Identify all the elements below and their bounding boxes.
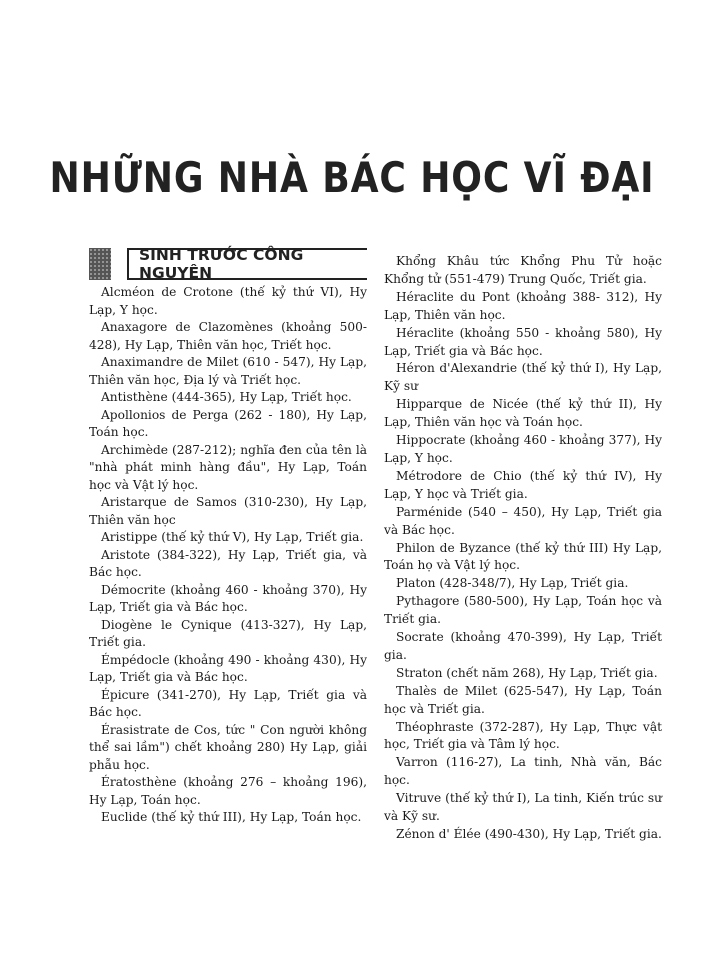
entry-aristarque: Aristarque de Samos (310-230), Hy Lạp, Thiên văn học xyxy=(89,495,367,527)
page-title: NHỮNG NHÀ BÁC HỌC VĨ ĐẠI xyxy=(49,153,655,202)
entry-apollonios: Apollonios de Perga (262 - 180), Hy Lạp, Toán học. xyxy=(89,407,367,439)
right-column xyxy=(384,253,662,844)
entry-heraclite-du-pont: Héraclite du Pont (khoảng 388- 312), Hy Lạp, Thiên văn học. xyxy=(384,289,662,322)
entry-parmenide: Parménide (540 – 450), Hy Lạp, Triết gia và Bác học. xyxy=(384,504,662,537)
entry-heraclite: Héraclite (khoảng 550 - khoảng 580), Hy Lạp, Triết gia và Bác học. xyxy=(384,325,662,358)
entry-erasistrate: Érasistrate de Cos, tức " Con người không thể sai lầm") chết khoảng 280) Hy Lạp, giải phẫu học. xyxy=(89,722,367,772)
entry-heron: Héron d'Alexandrie (thế kỷ thứ I), Hy Lạp, Kỹ sư xyxy=(384,361,662,394)
entry-thales: Thalès de Milet (625-547), Hy Lạp, Toán học và Triết gia. xyxy=(384,683,662,716)
entry-theophraste: Théophraste (372-287), Hy Lạp, Thực vật học, Triết gia và Tâm lý học. xyxy=(384,719,662,752)
section-header xyxy=(89,246,367,282)
section-ornament-icon xyxy=(89,248,111,280)
entry-pythagore: Pythagore (580-500), Hy Lạp, Toán học và Triết gia. xyxy=(384,594,662,627)
entry-vitruve: Vitruve (thế kỷ thứ I), La tinh, Kiến trúc sư và Kỹ sư. xyxy=(384,791,662,824)
entry-anaximandre: Anaximandre de Milet (610 - 547), Hy Lạp, Thiên văn học, Địa lý và Triết học. xyxy=(89,355,367,387)
entry-democrite: Démocrite (khoảng 460 - khoảng 370), Hy Lạp, Triết gia và Bác học. xyxy=(89,582,367,614)
section-title: SINH TRƯỚC CÔNG NGUYÊN xyxy=(127,248,367,280)
entry-socrate: Socrate (khoảng 470-399), Hy Lạp, Triết gia. xyxy=(384,630,662,662)
entry-khong-tu: Khổng Khâu tức Khổng Phu Tử hoặc Khổng tử (551-479) Trung Quốc, Triết gia. xyxy=(384,254,662,286)
entry-epicure: Épicure (341-270), Hy Lạp, Triết gia và Bác học. xyxy=(89,687,367,719)
entry-euclide: Euclide (thế kỷ thứ III), Hy Lạp, Toán học. xyxy=(101,810,362,824)
entry-metrodore: Métrodore de Chio (thế kỷ thứ IV), Hy Lạp, Y học và Triết gia. xyxy=(384,468,662,501)
entry-diogene: Diogène le Cynique (413-327), Hy Lạp, Triết gia. xyxy=(89,617,367,649)
entry-alcmeon: Alcméon de Crotone (thế kỷ thứ VI), Hy Lạp, Y học. xyxy=(89,285,367,317)
entry-archimede: Archimède (287-212); nghĩa đen của tên là "nhà phát minh hàng đầu", Hy Lạp, Toán học và Vật lý học. xyxy=(89,442,367,492)
entry-philon: Philon de Byzance (thế kỷ thứ III) Hy Lạp, Toán họ và Vật lý học. xyxy=(384,540,662,573)
entry-platon: Platon (428-348/7), Hy Lạp, Triết gia. xyxy=(396,576,629,591)
entry-eratosthene: Ératosthène (khoảng 276 – khoảng 196), Hy Lạp, Toán học. xyxy=(89,775,367,807)
entry-varron: Varron (116-27), La tinh, Nhà văn, Bác học. xyxy=(384,755,662,788)
entry-hipparque: Hipparque de Nicée (thế kỷ thứ II), Hy Lạp, Thiên văn học và Toán học. xyxy=(384,397,662,430)
entry-anaxagore: Anaxagore de Clazomènes (khoảng 500-428), Hy Lạp, Thiên văn học, Triết học. xyxy=(89,320,367,352)
entry-straton: Straton (chết năm 268), Hy Lạp, Triết gia. xyxy=(396,665,658,680)
entry-aristippe: Aristippe (thế kỷ thứ V), Hy Lạp, Triết gia. xyxy=(101,530,364,544)
entry-antisthene: Antisthène (444-365), Hy Lạp, Triết học. xyxy=(101,390,352,404)
entry-hippocrate: Hippocrate (khoảng 460 - khoảng 377), Hy Lạp, Y học. xyxy=(384,433,662,465)
entry-empedocle: Émpédocle (khoảng 490 - khoảng 430), Hy Lạp, Triết gia và Bác học. xyxy=(89,652,367,684)
entry-zenon: Zénon d' Élée (490-430), Hy Lạp, Triết gia. xyxy=(396,827,662,841)
entry-aristote: Aristote (384-322), Hy Lạp, Triết gia, và Bác học. xyxy=(89,547,367,579)
left-column xyxy=(89,246,367,827)
